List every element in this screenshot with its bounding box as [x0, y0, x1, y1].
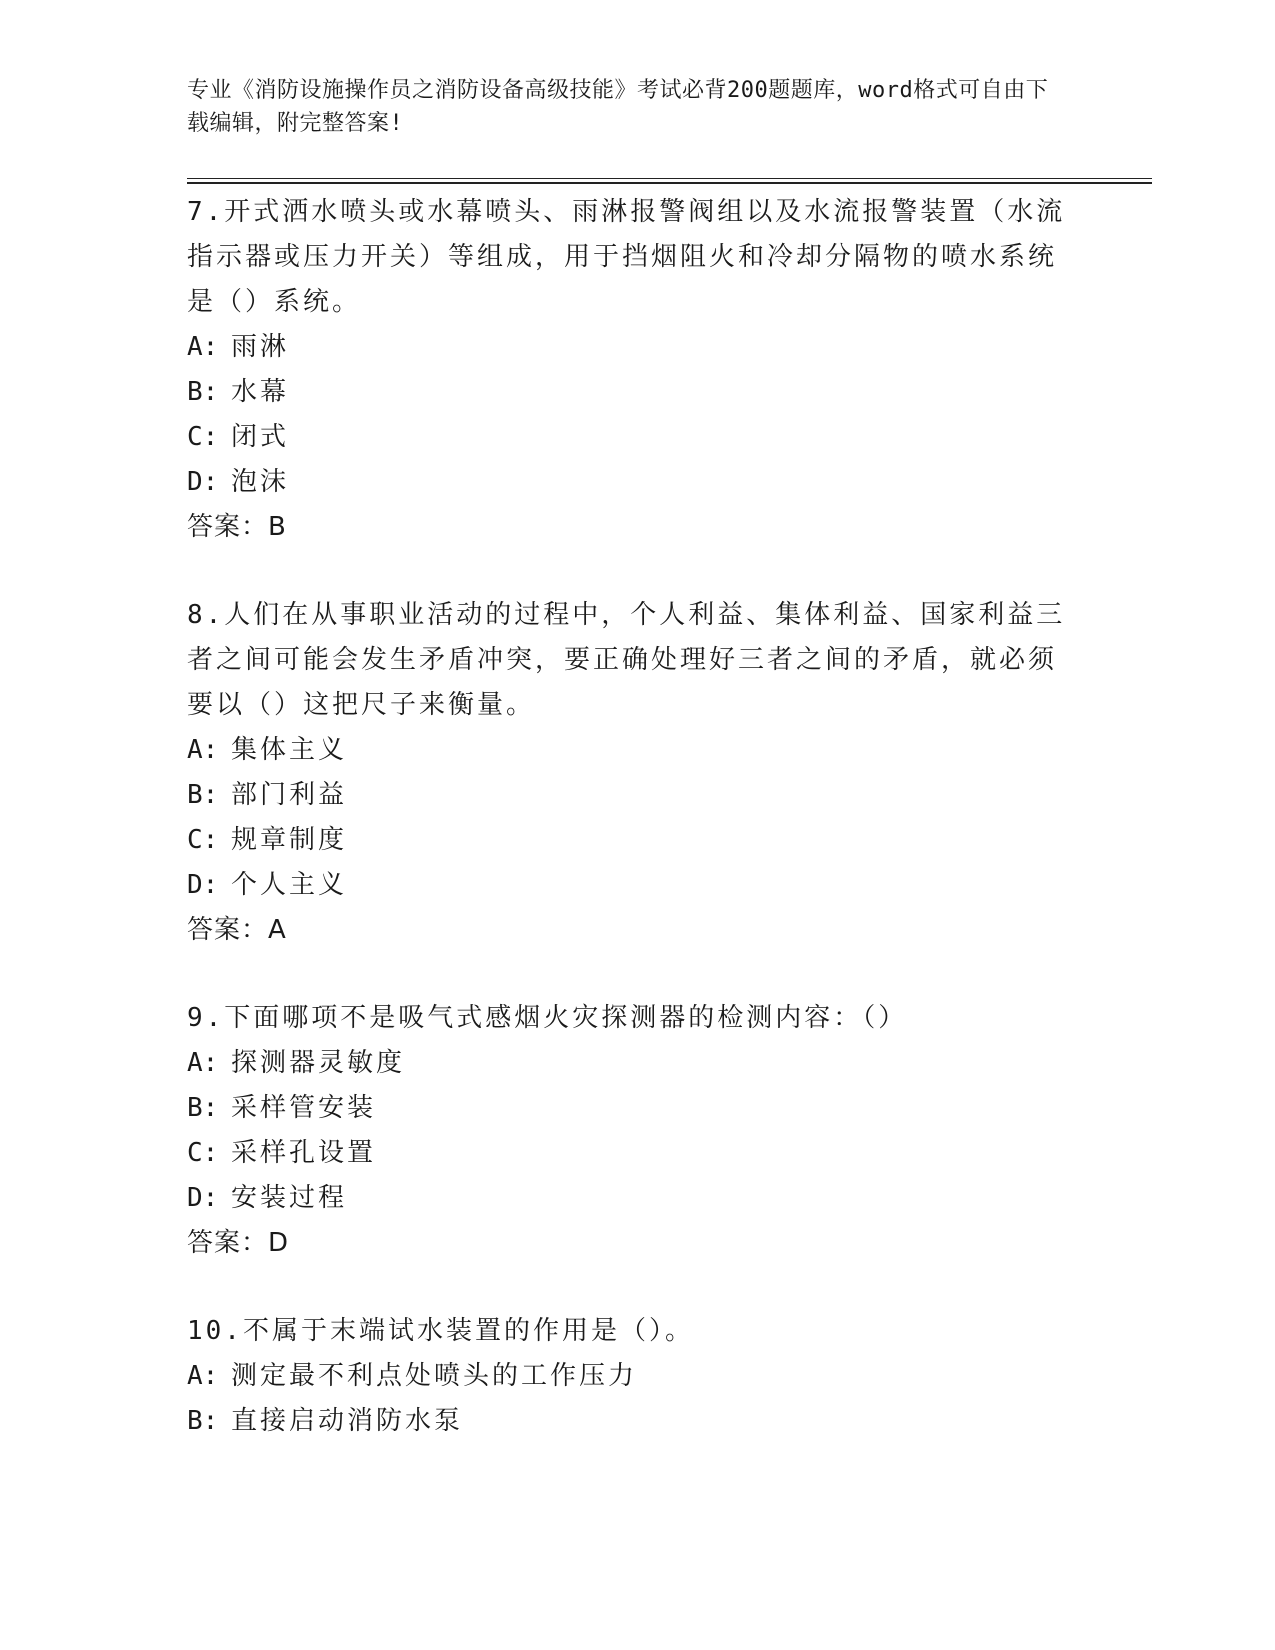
- spacer: [187, 550, 1067, 593]
- option-letter: D:: [187, 870, 219, 900]
- question-list: [187, 190, 1067, 1444]
- option-letter: D:: [187, 1183, 219, 1213]
- option-letter: B:: [187, 377, 219, 407]
- option-b: [187, 773, 1067, 818]
- option-c: [187, 1131, 1067, 1176]
- option-text: 泡沫: [231, 467, 290, 497]
- answer-line: 答案：B: [187, 512, 287, 542]
- option-c: [187, 818, 1067, 863]
- option-d: [187, 863, 1067, 908]
- option-text: 采样孔设置: [231, 1138, 377, 1168]
- document-header: 专业《消防设施操作员之消防设备高级技能》考试必背200题题库，word格式可自由下载编辑，附完整答案!: [187, 78, 1049, 136]
- option-text: 探测器灵敏度: [231, 1048, 406, 1078]
- option-letter: B:: [187, 1406, 219, 1436]
- option-text: 安装过程: [231, 1183, 348, 1213]
- question-stem: 10.不属于末端试水装置的作用是（）。: [187, 1316, 694, 1346]
- question-stem: 9.下面哪项不是吸气式感烟火灾探测器的检测内容：（）: [187, 1003, 908, 1033]
- option-a: [187, 1041, 1067, 1086]
- option-d: [187, 1176, 1067, 1221]
- answer-line: 答案：D: [187, 1228, 290, 1258]
- option-text: 采样管安装: [231, 1093, 377, 1123]
- question-10: [187, 1309, 1067, 1444]
- option-text: 规章制度: [231, 825, 348, 855]
- header-divider-thin: [187, 178, 1152, 179]
- option-text: 直接启动消防水泵: [231, 1406, 464, 1436]
- question-9: [187, 996, 1067, 1266]
- option-text: 测定最不利点处喷头的工作压力: [231, 1361, 638, 1391]
- option-letter: A:: [187, 332, 219, 362]
- option-text: 闭式: [231, 422, 290, 452]
- option-letter: C:: [187, 825, 219, 855]
- option-a: [187, 728, 1067, 773]
- answer-line: 答案：A: [187, 915, 287, 945]
- option-letter: D:: [187, 467, 219, 497]
- option-text: 雨淋: [231, 332, 290, 362]
- option-text: 个人主义: [231, 870, 348, 900]
- option-c: [187, 415, 1067, 460]
- option-letter: C:: [187, 1138, 219, 1168]
- option-letter: B:: [187, 780, 219, 810]
- option-letter: A:: [187, 735, 219, 765]
- header-divider-thick: [187, 182, 1152, 184]
- option-d: [187, 460, 1067, 505]
- option-b: [187, 370, 1067, 415]
- option-a: [187, 1354, 1067, 1399]
- option-text: 集体主义: [231, 735, 348, 765]
- question-stem: 7.开式洒水喷头或水幕喷头、雨淋报警阀组以及水流报警装置（水流指示器或压力开关）等组成，用于挡烟阻火和冷却分隔物的喷水系统是（）系统。: [187, 197, 1066, 317]
- question-7: [187, 190, 1067, 550]
- option-text: 水幕: [231, 377, 290, 407]
- option-letter: A:: [187, 1048, 219, 1078]
- question-stem: 8.人们在从事职业活动的过程中，个人利益、集体利益、国家利益三者之间可能会发生矛盾冲突，要正确处理好三者之间的矛盾，就必须要以（）这把尺子来衡量。: [187, 600, 1066, 720]
- option-b: [187, 1086, 1067, 1131]
- spacer: [187, 953, 1067, 996]
- option-letter: C:: [187, 422, 219, 452]
- option-b: [187, 1399, 1067, 1444]
- option-letter: B:: [187, 1093, 219, 1123]
- option-a: [187, 325, 1067, 370]
- question-8: [187, 593, 1067, 953]
- spacer: [187, 1266, 1067, 1309]
- option-text: 部门利益: [231, 780, 348, 810]
- option-letter: A:: [187, 1361, 219, 1391]
